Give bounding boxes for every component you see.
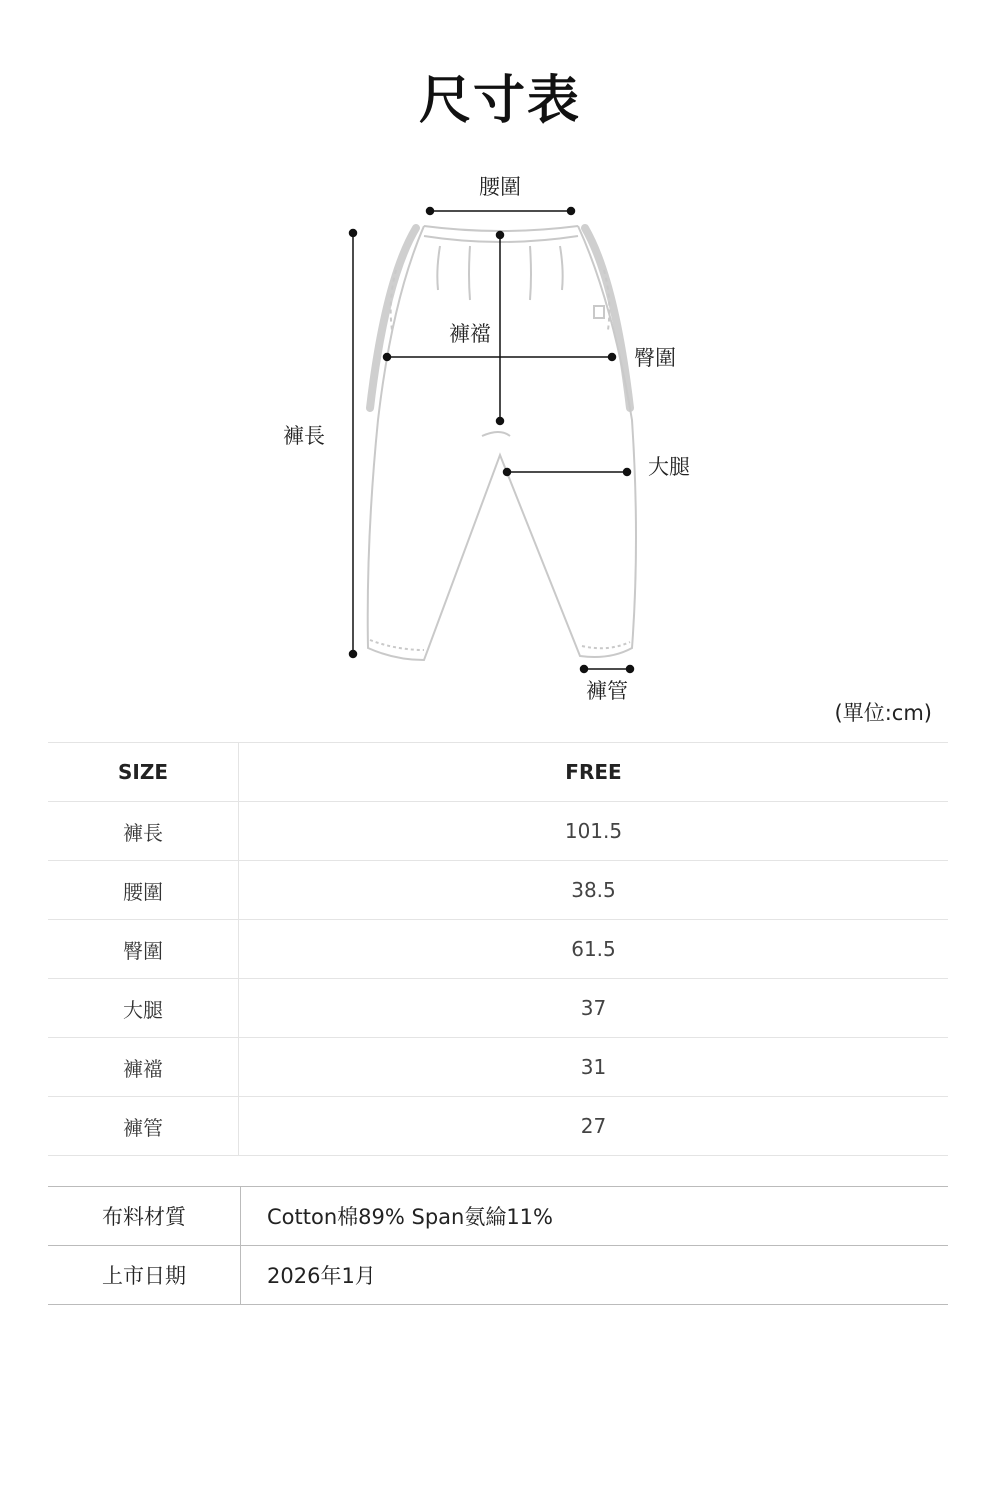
row-value: 31 [239,1038,949,1097]
rise-label: 褲襠 [449,322,491,346]
row-label: 腰圍 [48,861,239,920]
table-row [48,920,948,979]
pants-measurement-diagram [0,0,1000,740]
page-title: 尺寸表 [418,71,581,131]
fabric-label: 布料材質 [48,1187,241,1246]
length-label: 褲長 [283,424,325,448]
size-header-label: SIZE [48,743,239,802]
waist-label: 腰圍 [479,175,521,199]
pants-outline [368,226,636,660]
size-table [48,742,948,1156]
row-value: 27 [239,1097,949,1156]
table-row [48,802,948,861]
row-label: 臀圍 [48,920,239,979]
product-info-table [48,1186,948,1305]
row-value: 38.5 [239,861,949,920]
table-row [48,1246,948,1305]
release-date-value: 2026年1月 [241,1246,949,1305]
table-row [48,979,948,1038]
row-value: 61.5 [239,920,949,979]
hip-label: 臀圍 [634,346,676,370]
row-label: 褲管 [48,1097,239,1156]
unit-note: (單位:cm) [834,701,932,725]
thigh-label: 大腿 [648,455,690,479]
table-header-row [48,743,948,802]
table-row [48,1038,948,1097]
table-row [48,861,948,920]
size-header-value: FREE [239,743,949,802]
table-row [48,1187,948,1246]
row-value: 37 [239,979,949,1038]
table-row [48,1097,948,1156]
fabric-value: Cotton棉89% Span氨綸11% [241,1187,949,1246]
release-date-label: 上市日期 [48,1246,241,1305]
hem-label: 褲管 [586,679,628,703]
row-label: 大腿 [48,979,239,1038]
row-value: 101.5 [239,802,949,861]
row-label: 褲長 [48,802,239,861]
row-label: 褲襠 [48,1038,239,1097]
